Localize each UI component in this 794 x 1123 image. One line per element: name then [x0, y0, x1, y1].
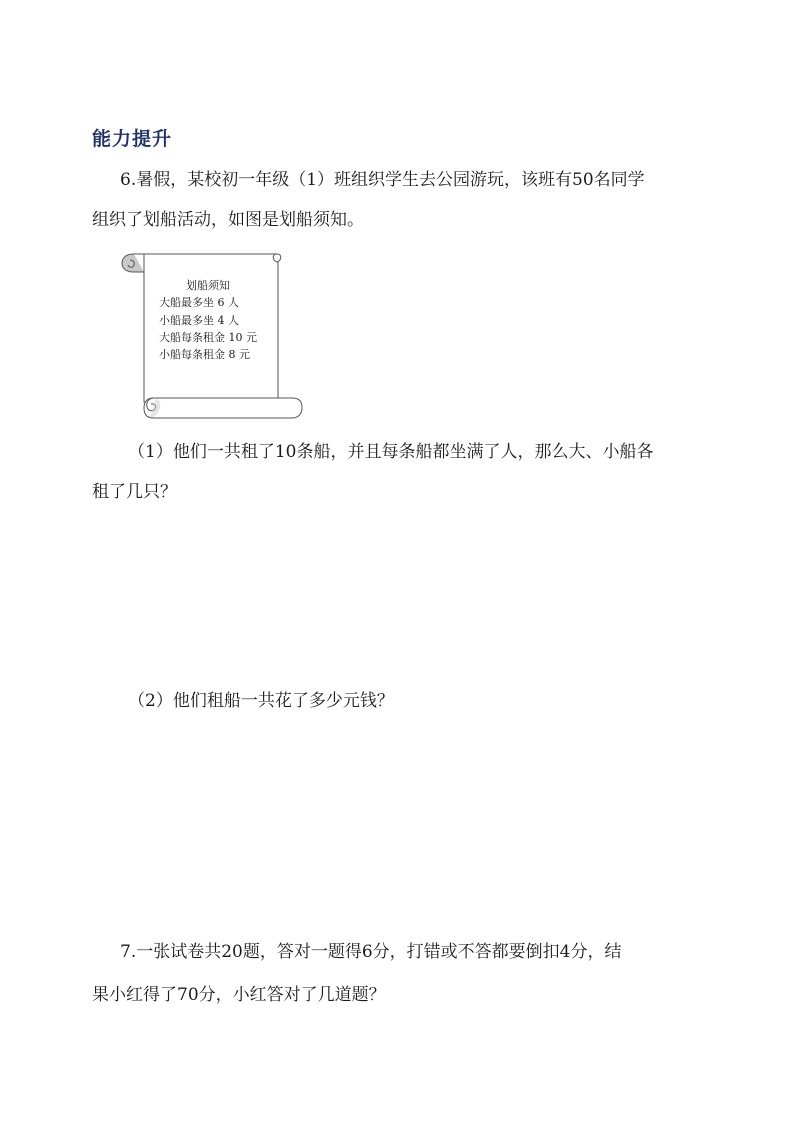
question-6-text-line-2: 组织了划船活动，如图是划船须知。 [92, 210, 364, 230]
question-6-text-line-1: 6.暑假，某校初一年级（1）班组织学生去公园游玩，该班有50名同学 [120, 170, 645, 190]
section-heading: 能力提升 [92, 128, 173, 150]
notice-title: 划船须知 [186, 279, 230, 292]
question-6-part-1-line-2: 租了几只？ [92, 482, 177, 502]
boating-notice-scroll [120, 252, 304, 422]
notice-line: 大船每条租金 10 元 [159, 331, 257, 344]
notice-line: 小船每条租金 8 元 [159, 348, 250, 361]
notice-line: 大船最多坐 6 人 [159, 296, 239, 309]
notice-line: 小船最多坐 4 人 [159, 314, 239, 327]
question-6-part-1-line-1: （1）他们一共租了10条船，并且每条船都坐满了人，那么大、小船各 [128, 442, 654, 462]
question-7-text-line-1: 7.一张试卷共20题，答对一题得6分，打错或不答都要倒扣4分，结 [120, 942, 622, 962]
question-7-text-line-2: 果小红得了70分，小红答对了几道题？ [92, 985, 386, 1005]
question-6-part-2: （2）他们租船一共花了多少元钱？ [128, 691, 394, 711]
